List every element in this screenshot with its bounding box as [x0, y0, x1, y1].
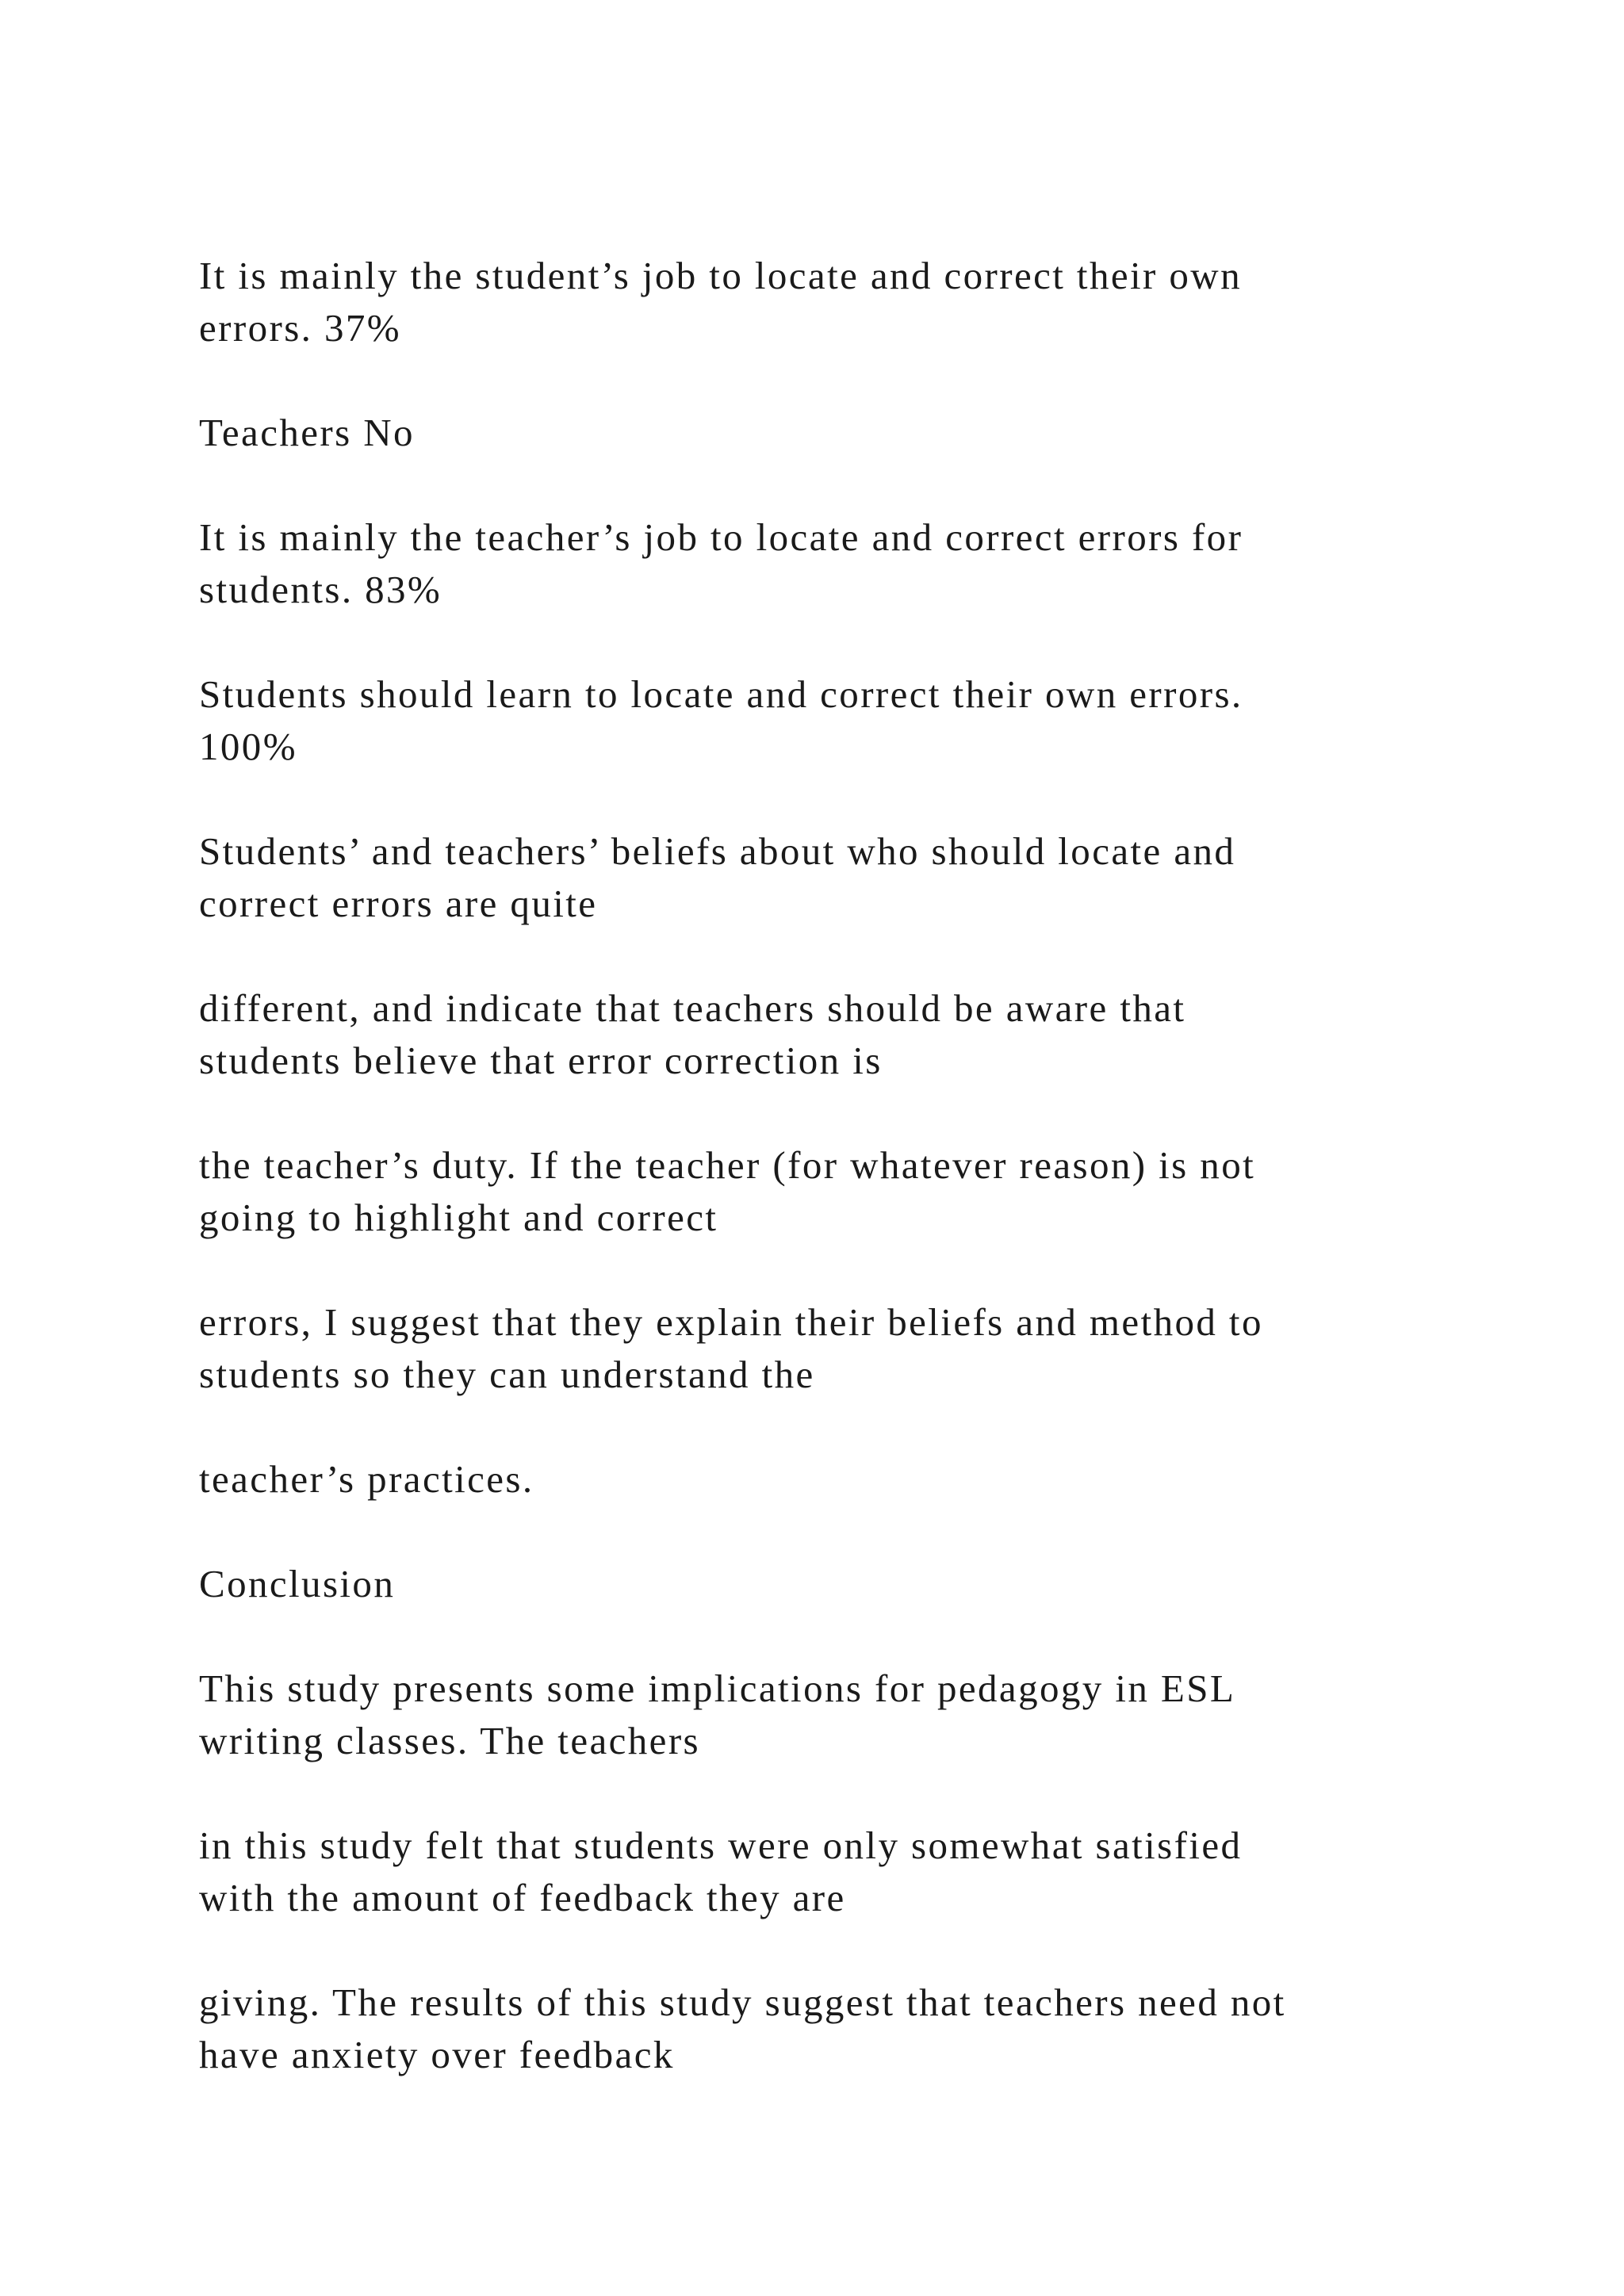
text-line: errors, I suggest that they explain their beliefs and method to: [199, 1300, 1263, 1344]
text-line: Conclusion: [199, 1562, 396, 1605]
text-line: in this study felt that students were only somewhat satisfied: [199, 1823, 1243, 1867]
text-line: It is mainly the student’s job to locate and correct their own: [199, 254, 1242, 297]
text-line: the teacher’s duty. If the teacher (for whatever reason) is not: [199, 1143, 1256, 1187]
text-line: have anxiety over feedback: [199, 2033, 675, 2076]
paragraph-students-should-learn: [199, 668, 1436, 773]
text-line: Students should learn to locate and correct their own errors.: [199, 672, 1243, 716]
paragraph-study-presents: [199, 1663, 1436, 1767]
paragraph-teacher-job: [199, 511, 1436, 616]
paragraph-teachers-no: [199, 407, 1436, 459]
text-line: with the amount of feedback they are: [199, 1876, 846, 1919]
text-line: students believe that error correction is: [199, 1039, 883, 1082]
section-heading-conclusion: [199, 1558, 1436, 1610]
text-line: writing classes. The teachers: [199, 1719, 700, 1762]
paragraph-teacher-practices: [199, 1453, 1436, 1506]
paragraph-teachers-felt: [199, 1820, 1436, 1924]
text-line: Teachers No: [199, 411, 415, 454]
text-line: errors. 37%: [199, 306, 401, 350]
paragraph-errors-suggest: [199, 1296, 1436, 1401]
text-line: different, and indicate that teachers should be aware that: [199, 986, 1186, 1030]
text-line: giving. The results of this study suggest that teachers need not: [199, 1980, 1286, 2024]
paragraph-different: [199, 982, 1436, 1087]
text-line: 100%: [199, 725, 297, 768]
text-line: correct errors are quite: [199, 882, 598, 925]
text-line: It is mainly the teacher’s job to locate and correct errors for: [199, 515, 1243, 559]
text-line: teacher’s practices.: [199, 1457, 534, 1501]
paragraph-student-job: [199, 250, 1436, 354]
text-line: students so they can understand the: [199, 1353, 815, 1396]
text-line: students. 83%: [199, 568, 442, 611]
text-line: Students’ and teachers’ beliefs about who should locate and: [199, 829, 1236, 873]
text-line: This study presents some implications for pedagogy in ESL: [199, 1667, 1236, 1710]
paragraph-beliefs: [199, 825, 1436, 930]
text-line: going to highlight and correct: [199, 1196, 718, 1239]
body-text: [199, 250, 1436, 2133]
paragraph-giving-results: [199, 1976, 1436, 2081]
paragraph-teacher-duty: [199, 1139, 1436, 1244]
